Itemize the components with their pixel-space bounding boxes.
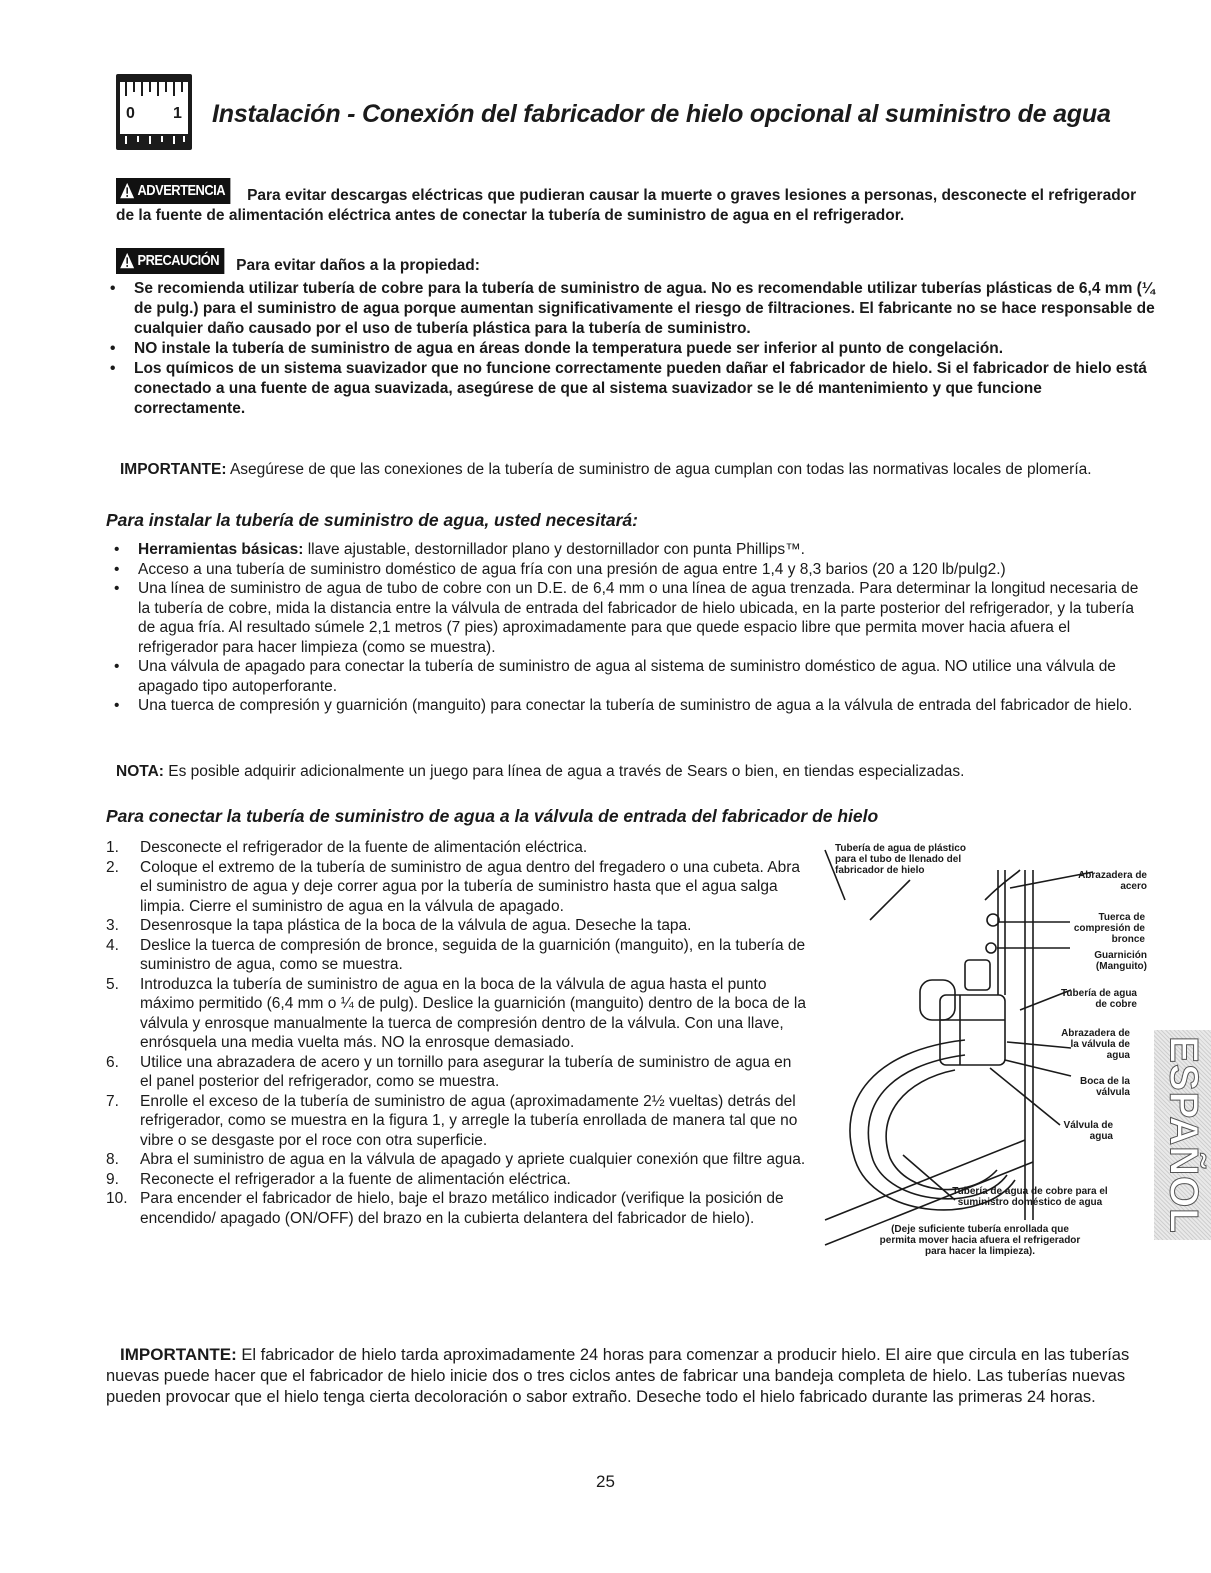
step-number: 2. — [106, 858, 119, 876]
step-item — [106, 1092, 806, 1151]
callout-coiled-tube: Tubería de agua de cobre para el suministro doméstico de agua — [952, 1186, 1108, 1208]
warning-text: Para evitar descargas eléctricas que pudieran causar la muerte o graves lesiones a personas, desconecte el refrigerador de la fuente de alimentación eléctrica antes de conectar la tubería de suministro de agua en el refrigerador. — [116, 187, 1137, 224]
callout-water-valve: Válvula de agua — [1063, 1120, 1113, 1142]
important-label: IMPORTANTE: — [120, 1345, 237, 1364]
needs-item-text: Una válvula de apagado para conectar la tubería de suministro de agua al sistema de suministro doméstico de agua. NO utilice una válvula de apagado tipo autoperforante. — [138, 658, 1116, 695]
needs-item-bold: Herramientas básicas: — [138, 541, 304, 558]
caution-badge — [116, 248, 224, 274]
callout-valve-inlet: Boca de la válvula — [1079, 1076, 1130, 1098]
needs-item-text: llave ajustable, destornillador plano y destornillador con punta Phillips™. — [307, 541, 805, 558]
step-number: 8. — [106, 1151, 119, 1168]
step-number: 1. — [106, 839, 119, 856]
step-text: Utilice una abrazadera de acero y un tornillo para asegurar la tubería de suministro de agua en el panel posterior del refrigerador, como se muestra. — [140, 1053, 792, 1090]
step-item — [106, 1170, 806, 1190]
needs-item — [106, 696, 1150, 716]
important-text: Asegúrese de que las conexiones de la tubería de suministro de agua cumplan con todas las normativas locales de plomería. — [229, 461, 1092, 478]
caution-item: • NO instale la tubería de suministro de agua en áreas donde la temperatura puede ser inferior al punto de congelación. — [102, 339, 1156, 359]
warning-triangle-icon — [119, 182, 134, 200]
step-text: Coloque el extremo de la tubería de suministro de agua dentro del fregadero o una cubeta. Abra el suministro de agua y deje correr agua por la tubería de suministro hasta que el agua salga limpia. Cierre el suministro de agua en la válvula de apagado. — [140, 858, 801, 915]
step-item — [106, 838, 806, 858]
ruler-icon — [116, 74, 192, 150]
important-note-plumbing — [106, 460, 1156, 480]
note-label: NOTA: — [116, 763, 164, 780]
needs-item — [106, 579, 1150, 657]
note-line — [116, 762, 1156, 782]
ruler-right-digit: 1 — [173, 105, 182, 122]
page-title: Instalación - Conexión del fabricador de hielo opcional al suministro de agua — [212, 100, 1111, 128]
step-text: Reconecte el refrigerador a la fuente de alimentación eléctrica. — [140, 1170, 571, 1188]
caution-item: • Se recomienda utilizar tubería de cobre para la tubería de suministro de agua. No es recomendable utilizar tuberías plásticas de 6,4 mm (¼ de pulg.) para el suministro de agua porque aumentan significativamente el riesgo de filtraciones. El fabricante no se hace responsable de cualquier daño causado por el uso de tubería plástica para la tubería de suministro. — [102, 279, 1156, 339]
callout-steel-clamp: Abrazadera de acero — [1078, 870, 1147, 892]
note-text: Es posible adquirir adicionalmente un juego para línea de agua a través de Sears o bien, en tiendas especializadas. — [168, 763, 965, 780]
needs-list — [106, 540, 1150, 716]
important-note-ice — [106, 1344, 1156, 1408]
needs-item — [106, 540, 1150, 560]
step-text: Deslice la tuerca de compresión de bronce, seguida de la guarnición (manguito), en la tubería de suministro de agua, como se muestra. — [140, 936, 806, 973]
callout-copper-tube: Tubería de agua de cobre — [1061, 988, 1137, 1010]
caution-badge-label: PRECAUCIÓN — [137, 252, 220, 269]
section-heading-needs: Para instalar la tubería de suministro de agua, usted necesitará: — [106, 510, 638, 530]
step-number: 6. — [106, 1053, 119, 1071]
callout-plastic-tube: Tubería de agua de plástico para el tubo de llenado del fabricador de hielo — [835, 843, 966, 876]
step-text: Para encender el fabricador de hielo, baje el brazo metálico indicador (verifique la posición de encendido/ apagado (ON/OFF) del brazo en la cubierta delantera del fabricador de hielo). — [140, 1190, 784, 1227]
caution-list — [102, 279, 1156, 419]
callout-ferrule: Guarnición (Manguito) — [1094, 950, 1147, 972]
caution-item: • Los químicos de un sistema suavizador que no funcione correctamente pueden dañar el fabricador de hielo. Si el fabricador de hielo está conectado a una fuente de agua suavizada, asegúrese de que al sistema suavizador se le dé mantenimiento y que funcione correctamente. — [102, 359, 1156, 419]
language-tab-label: ESPAÑOL — [1161, 1036, 1205, 1234]
needs-item-text: Una línea de suministro de agua de tubo de cobre con un D.E. de 6,4 mm o una línea de agua trenzada. Para determinar la longitud necesaria de la tubería de cobre, mida la distancia entre la válvula de entrada del fabricador de hielo ubicada, en la parte posterior del refrigerador, y la tubería de agua fría. Al resultado súmele 2,1 metros (7 pies) aproximadamente para que quede espacio libre que permita mover hacia afuera el refrigerador para hacer limpieza (como se muestra). — [138, 580, 1139, 656]
callout-valve-clamp: Abrazadera de la válvula de agua — [1061, 1028, 1130, 1061]
step-item — [106, 1189, 806, 1228]
important-text: El fabricador de hielo tarda aproximadamente 24 horas para comenzar a producir hielo. El aire que circula en las tuberías nuevas puede hacer que el fabricador de hielo inicie dos o tres ciclos antes de fabricar una bandeja completa de hielo. Las tuberías nuevas pueden provocar que el hielo tenga cierta decoloración o sabor extraño. Deseche todo el hielo fabricado durante las primeras 24 horas. — [106, 1346, 1130, 1406]
step-number: 3. — [106, 917, 119, 934]
step-item — [106, 916, 806, 936]
steps-list — [106, 838, 806, 1228]
caution-intro: Para evitar daños a la propiedad: — [236, 257, 480, 274]
needs-item — [106, 560, 1150, 580]
warning-block — [116, 178, 1156, 226]
ruler-left-digit: 0 — [126, 105, 135, 122]
section-heading-connect: Para conectar la tubería de suministro de agua a la válvula de entrada del fabricador de hielo — [106, 806, 879, 826]
warning-badge-label: ADVERTENCIA — [137, 182, 226, 199]
step-number: 5. — [106, 975, 119, 993]
important-label: IMPORTANTE: — [120, 461, 227, 478]
step-text: Desconecte el refrigerador de la fuente de alimentación eléctrica. — [140, 839, 588, 856]
step-text: Desenrosque la tapa plástica de la boca de la válvula de agua. Deseche la tapa. — [140, 917, 692, 934]
step-number: 10. — [106, 1190, 128, 1207]
step-number: 4. — [106, 936, 119, 954]
needs-item-text: Acceso a una tubería de suministro doméstico de agua fría con una presión de agua entre 1,4 y 8,3 barios (20 a 120 lb/pulg2.) — [138, 560, 1006, 578]
warning-badge — [116, 178, 230, 204]
page-number: 25 — [596, 1472, 615, 1491]
needs-item — [106, 657, 1150, 696]
language-side-tab — [1154, 1030, 1211, 1240]
step-text: Introduzca la tubería de suministro de agua en la boca de la válvula de agua hasta el punto máximo permitido (6,4 mm o ¼ de pulg). Deslice la guarnición (manguito) dentro de la boca de la válvula y enrosque manualmente la tuerca de compresión dentro de la válvula. Con una llave, enrósquela una media vuelta más. NO la enrosque demasiado. — [140, 975, 806, 1051]
needs-item-text: Una tuerca de compresión y guarnición (manguito) para conectar la tubería de suministro de agua a la válvula de entrada del fabricador de hielo. — [138, 697, 1133, 714]
step-text: Enrolle el exceso de la tubería de suministro de agua (aproximadamente 2½ vueltas) detrás del refrigerador, como se muestra en la figura 1, y arregle la tubería enrollada de manera tal que no vibre o se desgaste por el roce con otra superficie. — [140, 1092, 798, 1149]
step-number: 9. — [106, 1170, 119, 1188]
step-item — [106, 936, 806, 975]
callout-compression-nut: Tuerca de compresión de bronce — [1073, 912, 1145, 945]
step-item — [106, 1150, 806, 1170]
water-valve-diagram — [815, 840, 1155, 1280]
callout-coil-note: (Deje suficiente tubería enrollada que permita mover hacia afuera el refrigerador para hacer la limpieza). — [879, 1224, 1081, 1257]
step-number: 7. — [106, 1092, 119, 1110]
step-item — [106, 1053, 806, 1092]
step-text: Abra el suministro de agua en la válvula de apagado y apriete cualquier conexión que filtre agua. — [140, 1151, 806, 1168]
step-item — [106, 975, 806, 1053]
caution-block — [116, 248, 1156, 419]
caution-triangle-icon — [119, 252, 134, 270]
step-item — [106, 858, 806, 917]
